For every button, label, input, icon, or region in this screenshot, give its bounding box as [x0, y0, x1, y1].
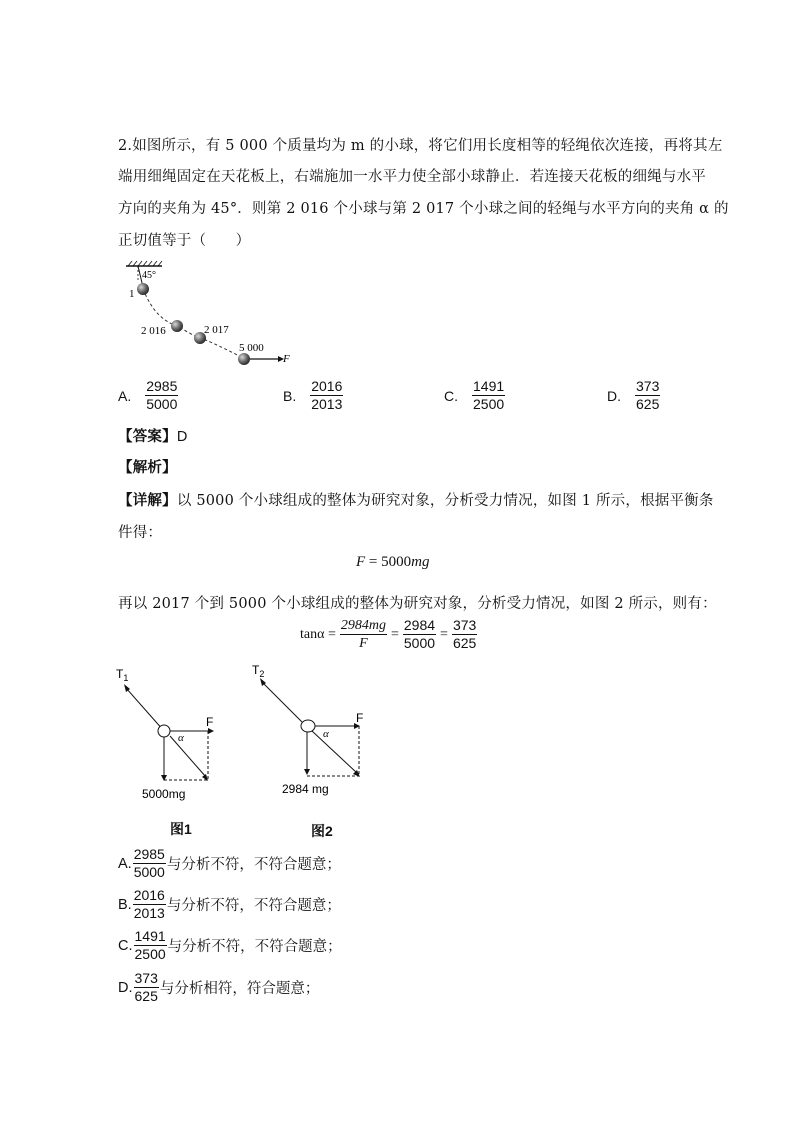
- fig2-ball: [301, 720, 315, 732]
- answer-line: [118, 425, 187, 446]
- force-diagram-1: [112, 662, 222, 804]
- option-d-fraction: [635, 378, 660, 413]
- review-d-num: 373: [134, 970, 158, 986]
- review-b-text: 与分析不符，不符合题意；: [166, 898, 341, 914]
- detail-tag: 【详解】: [118, 492, 177, 509]
- option-c-num: 1491: [473, 378, 505, 394]
- option-b[interactable]: [283, 378, 343, 413]
- eq2-equals-b: =: [440, 626, 448, 642]
- fig1-caption: 图1: [170, 821, 192, 837]
- answer-value: D: [176, 429, 188, 445]
- review-d-fraction: [134, 970, 159, 1005]
- fig2-angle-label: α: [323, 728, 329, 740]
- fig2-tension-arrow: [262, 682, 302, 722]
- fig2-caption: 图2: [311, 823, 333, 839]
- option-d-den: 625: [636, 396, 660, 412]
- equation-2: [300, 617, 477, 652]
- review-a: [118, 846, 341, 881]
- eq2-frac-1: [340, 617, 387, 652]
- eq2-frac-3: [452, 617, 477, 652]
- fig1-diagonal: [170, 736, 206, 777]
- fig1-weight-label: 5000mg: [142, 787, 186, 801]
- answer-tag: 【答案】: [118, 428, 177, 445]
- option-b-num: 2016: [311, 378, 343, 394]
- option-c-label: C.: [444, 387, 458, 404]
- eq2-frac-3-den: 625: [452, 635, 477, 651]
- option-c-fraction: [472, 378, 505, 413]
- ball-1: [137, 283, 149, 295]
- review-c: [118, 928, 342, 963]
- option-b-label: B.: [283, 387, 297, 404]
- review-b-den: 2013: [133, 905, 165, 921]
- eq2-frac-2-num: 2984: [403, 617, 436, 633]
- option-d-label: D.: [607, 387, 621, 404]
- eq2-frac-2-den: 5000: [403, 635, 436, 651]
- fig1-angle-label: α: [178, 732, 184, 744]
- option-d-num: 373: [636, 378, 660, 394]
- ceiling: [126, 261, 162, 266]
- detail-line-1: [118, 489, 714, 510]
- review-b-fraction: [133, 887, 166, 922]
- review-d-den: 625: [134, 988, 158, 1004]
- ball-5000: [238, 353, 250, 365]
- eq1-lhs: F: [356, 554, 366, 570]
- equation-1: [356, 554, 429, 571]
- question-line-3: 方向的夹角为 45°．则第 2 016 个小球与第 2 017 个小球之间的轻绳与水平方向的夹角 α 的: [118, 201, 729, 217]
- review-a-fraction: [133, 846, 166, 881]
- review-a-num: 2985: [133, 846, 165, 862]
- ball-1-label: 1: [129, 288, 135, 300]
- fig2-diagonal: [312, 731, 357, 773]
- option-a-fraction: [145, 378, 178, 413]
- review-b-label: B.: [118, 896, 132, 913]
- force-label: F: [283, 353, 290, 365]
- option-a-num: 2985: [146, 378, 178, 394]
- eq2-equals-a: =: [390, 626, 399, 642]
- fig1-force-label: F: [206, 715, 214, 729]
- review-d: [118, 970, 319, 1005]
- review-d-label: D.: [118, 979, 133, 996]
- eq1-rhs: = 5000: [368, 554, 412, 570]
- question-line-4: 正切值等于（ ）: [118, 233, 251, 249]
- question-line-2: 端用细绳固定在天花板上，右端施加一水平力使全部小球静止．若连接天花板的细绳与水平: [118, 169, 706, 185]
- fig2-weight-label: 2984 mg: [282, 782, 329, 796]
- review-c-den: 2500: [134, 946, 166, 962]
- option-b-den: 2013: [311, 396, 343, 412]
- detail-line-2: 件得：: [118, 525, 163, 541]
- review-c-num: 1491: [134, 928, 166, 944]
- review-d-text: 与分析相符，符合题意；: [159, 981, 320, 997]
- angle-45-label: 45°: [142, 270, 156, 281]
- review-a-label: A.: [118, 855, 132, 872]
- chain-figure: [118, 258, 308, 373]
- question-line-1: 2.如图所示，有 5 000 个质量均为 m 的小球，将它们用长度相等的轻绳依次连接，再将其左: [118, 138, 723, 154]
- fig1-ball: [158, 725, 170, 737]
- detail-text-1: 以 5000 个小球组成的整体为研究对象，分析受力情况，如图 1 所示，根据平衡条: [176, 493, 714, 509]
- option-a-den: 5000: [146, 396, 178, 412]
- review-c-fraction: [134, 928, 167, 963]
- force-diagram-2: [248, 658, 373, 800]
- review-a-den: 5000: [133, 864, 165, 880]
- option-d[interactable]: [607, 378, 660, 413]
- option-c-den: 2500: [473, 396, 505, 412]
- fig1-tension-label: $T_1$: [116, 667, 129, 683]
- option-a[interactable]: [118, 378, 178, 413]
- eq1-rhs-mg: mg: [411, 554, 430, 570]
- eq2-frac-3-num: 373: [452, 617, 477, 633]
- fig2-force-label: F: [356, 711, 364, 725]
- ball-2017-label: 2 017: [204, 324, 229, 336]
- eq2-frac-1-den: F: [359, 636, 368, 651]
- eq2-lhs: tanα =: [300, 626, 336, 642]
- ball-2016: [171, 320, 183, 332]
- ball-5000-label: 5 000: [239, 342, 264, 354]
- eq2-frac-2: [403, 617, 436, 652]
- eq2-frac-1-num: 2984mg: [340, 618, 386, 633]
- review-c-text: 与分析不符，不符合题意；: [167, 939, 342, 955]
- review-b-num: 2016: [133, 887, 165, 903]
- option-b-fraction: [310, 378, 343, 413]
- review-b: [118, 887, 341, 922]
- ball-2016-label: 2 016: [141, 325, 166, 337]
- option-c[interactable]: [444, 378, 505, 413]
- fig1-tension-arrow: [126, 688, 164, 731]
- mid-line: 再以 2017 个到 5000 个小球组成的整体为研究对象，分析受力情况，如图 2 所示，则有：: [118, 596, 717, 612]
- analysis-tag: 【解析】: [118, 459, 177, 476]
- fig2-tension-label: $T_2$: [252, 663, 265, 679]
- review-a-text: 与分析不符，不符合题意；: [166, 857, 341, 873]
- option-a-label: A.: [118, 387, 132, 404]
- review-c-label: C.: [118, 937, 133, 954]
